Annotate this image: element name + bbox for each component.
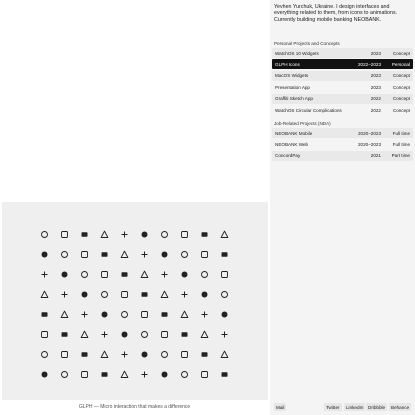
linkedin-link[interactable]: LinkedIn [346, 404, 364, 410]
car-icon [54, 224, 74, 244]
tag-icon [194, 224, 214, 244]
project-row[interactable] [272, 82, 413, 92]
power-alt-icon [194, 324, 214, 344]
package-icon [94, 224, 114, 244]
square-icon [214, 244, 234, 264]
project-year: 2022–2023 [358, 61, 381, 67]
eye-icon [54, 304, 74, 324]
project-row[interactable] [272, 48, 413, 58]
arrow-up-icon [74, 344, 94, 364]
list-icon [54, 324, 74, 344]
shield-icon [54, 364, 74, 384]
project-type: Full time [392, 141, 410, 147]
behance-link[interactable]: Behance [391, 404, 410, 410]
mail-link[interactable]: Mail [276, 404, 285, 410]
project-year: 2022 [370, 96, 381, 102]
calendar-icon [174, 304, 194, 324]
square-outline-icon [94, 324, 114, 344]
palette-icon [154, 224, 174, 244]
copy-icon [34, 264, 54, 284]
twitter-link[interactable]: Twitter [326, 404, 340, 410]
file-icon [74, 304, 94, 324]
wallet-icon [214, 324, 234, 344]
mouse-icon [194, 344, 214, 364]
sort-icon [154, 264, 174, 284]
headphones-icon [134, 284, 154, 304]
document-icon [94, 264, 114, 284]
arrow-down-icon [34, 344, 54, 364]
image-icon [174, 284, 194, 304]
project-name: ConcordPay [275, 153, 301, 159]
cursor-pen-icon [134, 244, 154, 264]
frame-icon [174, 244, 194, 264]
sun-icon [114, 284, 134, 304]
share-icon [214, 364, 234, 384]
touch-icon [114, 264, 134, 284]
project-name: Graffiti Sketch App [275, 96, 313, 102]
project-year: 2023 [370, 50, 381, 56]
icon-grid [34, 224, 234, 384]
scan-icon [154, 244, 174, 264]
pen-icon [174, 224, 194, 244]
project-name: WatchOS 10 Widgets [275, 50, 319, 56]
project-name: MacOS Widgets [275, 73, 309, 79]
project-year: 2023 [370, 73, 381, 79]
planet-icon [154, 304, 174, 324]
clipboard-icon [194, 244, 214, 264]
target-icon [114, 304, 134, 324]
alert-icon [34, 284, 54, 304]
snowflake-icon [94, 364, 114, 384]
dribbble-link[interactable]: Dribbble [368, 404, 386, 410]
aperture-icon [114, 224, 134, 244]
project-year: 2023 [370, 84, 381, 90]
project-type: Personal [391, 61, 410, 67]
trash-icon [74, 364, 94, 384]
record-icon [134, 324, 154, 344]
card-icon [34, 244, 54, 264]
card-alt-icon [214, 304, 234, 324]
terminal-icon [114, 344, 134, 364]
globe-alt-icon [54, 344, 74, 364]
slash-eye-icon [114, 244, 134, 264]
download-icon [214, 284, 234, 304]
project-name: Presentation App [275, 84, 310, 90]
project-year: 2021 [370, 153, 381, 159]
folder-icon [74, 284, 94, 304]
close-circle-icon [94, 344, 114, 364]
project-row[interactable] [272, 139, 413, 149]
project-type: Concept [392, 50, 410, 56]
project-row[interactable] [272, 59, 413, 69]
window-icon [154, 324, 174, 344]
project-type: Full time [392, 130, 410, 136]
power-icon [194, 304, 214, 324]
crop-icon [174, 264, 194, 284]
more-icon [94, 284, 114, 304]
project-type: Concept [392, 96, 410, 102]
right-pane [270, 0, 415, 415]
project-row[interactable] [272, 105, 413, 115]
preview-caption: GLPH — Micro interaction that makes a difference [78, 404, 191, 410]
project-name: NEOBANK Web [275, 141, 309, 147]
align-icon [94, 304, 114, 324]
project-year: 2020–2023 [358, 130, 381, 136]
watch-icon [134, 344, 154, 364]
chat-icon [34, 324, 54, 344]
mic-icon [174, 324, 194, 344]
speaker-icon [114, 324, 134, 344]
project-type: Concept [392, 73, 410, 79]
phone-icon [214, 344, 234, 364]
battery-icon [94, 244, 114, 264]
project-row[interactable] [272, 71, 413, 81]
block-icon [54, 284, 74, 304]
toolbox-icon [194, 264, 214, 284]
desktop-icon [74, 324, 94, 344]
project-year: 2020–2023 [358, 141, 381, 147]
wrench-icon [214, 264, 234, 284]
fill-icon [134, 264, 154, 284]
project-type: Concept [392, 107, 410, 113]
bookmark-icon [74, 244, 94, 264]
personal-projects-title: Personal Projects and Concepts [274, 41, 340, 46]
pin-icon [34, 304, 54, 324]
stamp-icon [134, 224, 154, 244]
resize-icon [74, 264, 94, 284]
project-year: 2022 [370, 107, 381, 113]
project-name: GLPH Icons [275, 61, 300, 67]
watch-alt-icon [154, 344, 174, 364]
lock-icon [34, 364, 54, 384]
pointer-icon [54, 264, 74, 284]
project-row[interactable] [272, 94, 413, 104]
undo-icon [34, 224, 54, 244]
crosshair-icon [154, 284, 174, 304]
project-name: WatchOS Circular Complications [275, 107, 342, 113]
project-type: Part time [391, 153, 410, 159]
cube-icon [74, 224, 94, 244]
fire-icon [194, 284, 214, 304]
project-row[interactable] [272, 128, 413, 138]
project-row[interactable] [272, 151, 413, 161]
globe-icon [54, 244, 74, 264]
ticket-icon [114, 364, 134, 384]
home-icon [174, 364, 194, 384]
photo-icon [214, 224, 234, 244]
footer [270, 403, 415, 412]
layers-icon [134, 304, 154, 324]
dollar-icon [134, 364, 154, 384]
label-icon [154, 364, 174, 384]
intro-text: Yevhen Yurchuk, Ukraine. I design interfaces and everything related to them, from icons to animations. Currently building mobile banking NEOBANK. [274, 4, 398, 23]
truck-icon [174, 344, 194, 364]
project-type: Concept [392, 84, 410, 90]
project-name: NEOBANK Mobile [275, 130, 313, 136]
job-projects-title: Job-Related Projects (NDA) [274, 121, 331, 126]
shield-check-icon [194, 364, 214, 384]
